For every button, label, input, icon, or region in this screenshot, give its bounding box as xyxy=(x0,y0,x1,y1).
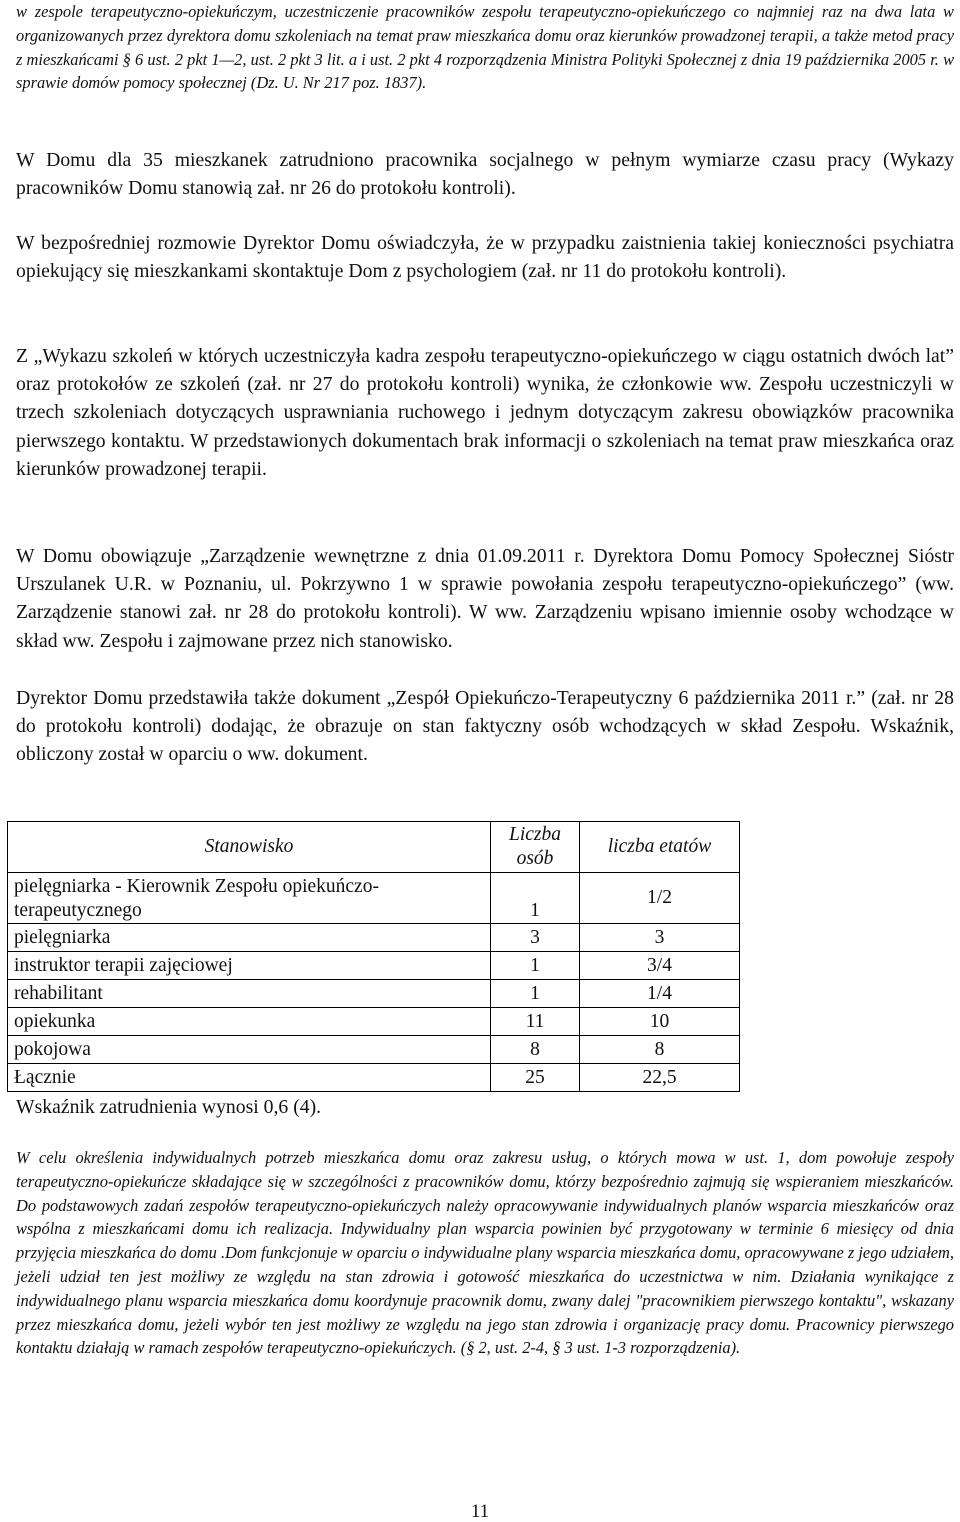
cell-fte: 8 xyxy=(580,1036,740,1064)
header-fte: liczba etatów xyxy=(580,822,740,873)
table-row xyxy=(8,952,740,980)
cell-count: 1 xyxy=(491,980,580,1008)
header-position: Stanowisko xyxy=(8,822,491,873)
cell-position: Łącznie xyxy=(8,1064,491,1092)
header-count: Liczba osób xyxy=(491,822,580,873)
cell-fte: 22,5 xyxy=(580,1064,740,1092)
paragraph-social-worker: W Domu dla 35 mieszkanek zatrudniono pracownika socjalnego w pełnym wymiarze czasu pracy (Wykazy pracowników Domu stanowią zał. nr 26 do protokołu kontroli). xyxy=(16,149,954,200)
cell-fte: 1/2 xyxy=(580,873,740,924)
cell-fte: 10 xyxy=(580,1008,740,1036)
table-row xyxy=(8,924,740,952)
cell-position: pokojowa xyxy=(8,1036,491,1064)
paragraph-regulation: W Domu obowiązuje „Zarządzenie wewnętrzne z dnia 01.09.2011 r. Dyrektora Domu Pomocy Społecznej Sióstr Urszulanek U.R. w Poznaniu, ul. Pokrzywno 1 w sprawie powołania zespołu terapeutyczno-opiekuńczego” (ww. Zarządzenie stanowi zał. nr 28 do protokołu kontroli). W ww. Zarządzeniu wpisano imiennie osoby wchodzące w skład ww. Zespołu i zajmowane przez nich stanowisko. xyxy=(16,545,954,652)
cell-fte: 3 xyxy=(580,924,740,952)
table-header-row xyxy=(8,822,740,873)
intro-italic-paragraph: w zespole terapeutyczno-opiekuńczym, uczestniczenie pracowników zespołu terapeutyczno-opiekuńczego co najmniej raz na dwa lata w organizowanych przez dyrektora domu szkoleniach na temat praw mieszkańca domu oraz kierunków prowadzonej terapii, a także metod pracy z mieszkańcami § 6 ust. 2 pkt 1—2, ust. 2 pkt 3 lit. a i ust. 2 pkt 4 rozporządzenia Ministra Polityki Społecznej z dnia 19 października 2005 r. w sprawie domów pomocy społecznej (Dz. U. Nr 217 poz. 1837). xyxy=(16,2,954,93)
paragraph-team-document: Dyrektor Domu przedstawiła także dokument „Zespół Opiekuńczo-Terapeutyczny 6 października 2011 r.” (zał. nr 28 do protokołu kontroli) dodając, że obrazuje on stan faktyczny osób wchodzących w skład Zespołu. Wskaźnik, obliczony został w oparciu o ww. dokument. xyxy=(16,687,954,766)
table-row xyxy=(8,1008,740,1036)
cell-position: pielęgniarka - Kierownik Zespołu opiekuńczo-terapeutycznego xyxy=(8,873,491,924)
cell-position: instruktor terapii zajęciowej xyxy=(8,952,491,980)
page-number: 11 xyxy=(470,1501,490,1522)
table-row xyxy=(8,873,740,924)
cell-count: 11 xyxy=(491,1008,580,1036)
table-row xyxy=(8,1036,740,1064)
cell-position: pielęgniarka xyxy=(8,924,491,952)
employment-ratio-text: Wskaźnik zatrudnienia wynosi 0,6 (4). xyxy=(16,1096,322,1118)
cell-count: 1 xyxy=(491,873,580,924)
cell-count: 3 xyxy=(491,924,580,952)
cell-fte: 3/4 xyxy=(580,952,740,980)
cell-count: 1 xyxy=(491,952,580,980)
paragraph-trainings: Z „Wykazu szkoleń w których uczestniczyła kadra zespołu terapeutyczno-opiekuńczego w ciągu ostatnich dwóch lat” oraz protokołów ze szkoleń (zał. nr 27 do protokołu kontroli) wynika, że członkowie ww. Zespołu uczestniczyli w trzech szkoleniach dotyczących usprawniania ruchowego i jednym dotyczącym zakresu obowiązków pracownika pierwszego kontaktu. W przedstawionych dokumentach brak informacji o szkoleniach na temat praw mieszkańca oraz kierunków prowadzonej terapii. xyxy=(16,345,954,480)
staff-table xyxy=(7,821,740,1092)
cell-count: 8 xyxy=(491,1036,580,1064)
footnote-italic-paragraph: W celu określenia indywidualnych potrzeb mieszkańca domu oraz zakresu usług, o których mowa w ust. 1, dom powołuje zespoły terapeutyczno-opiekuńcze składające się w szczególności z pracowników domu, którzy bezpośrednio zajmują się wspieraniem mieszkańców. Do podstawowych zadań zespołów terapeutyczno-opiekuńczych należy opracowywanie indywidualnych planów wsparcia mieszkańców oraz wspólna z mieszkańcami domu ich realizacja. Indywidualny plan wsparcia powinien być przygotowany w terminie 6 miesięcy od dnia przyjęcia mieszkańca do domu .Dom funkcjonuje w oparciu o indywidualne plany wsparcia mieszkańca domu, opracowywane z jego udziałem, jeżeli udział ten jest możliwy ze względu na stan zdrowia i gotowość mieszkańca do uczestnictwa w nim. Działania wynikające z indywidualnego planu wsparcia mieszkańca domu koordynuje pracownik domu, zwany dalej "pracownikiem pierwszego kontaktu", wskazany przez mieszkańca domu, jeżeli wybór ten jest możliwy ze względu na jego stan zdrowia i organizację pracy domu. Pracownicy pierwszego kontaktu działają w ramach zespołów terapeutyczno-opiekuńczych. (§ 2, ust. 2-4, § 3 ust. 1-3 rozporządzenia). xyxy=(16,1148,954,1358)
paragraph-psychiatrist: W bezpośredniej rozmowie Dyrektor Domu oświadczyła, że w przypadku zaistnienia takiej konieczności psychiatra opiekujący się mieszkankami skontaktuje Dom z psychologiem (zał. nr 11 do protokołu kontroli). xyxy=(16,232,954,283)
cell-count: 25 xyxy=(491,1064,580,1092)
cell-position: opiekunka xyxy=(8,1008,491,1036)
cell-fte: 1/4 xyxy=(580,980,740,1008)
table-row xyxy=(8,980,740,1008)
table-total-row xyxy=(8,1064,740,1092)
cell-position: rehabilitant xyxy=(8,980,491,1008)
